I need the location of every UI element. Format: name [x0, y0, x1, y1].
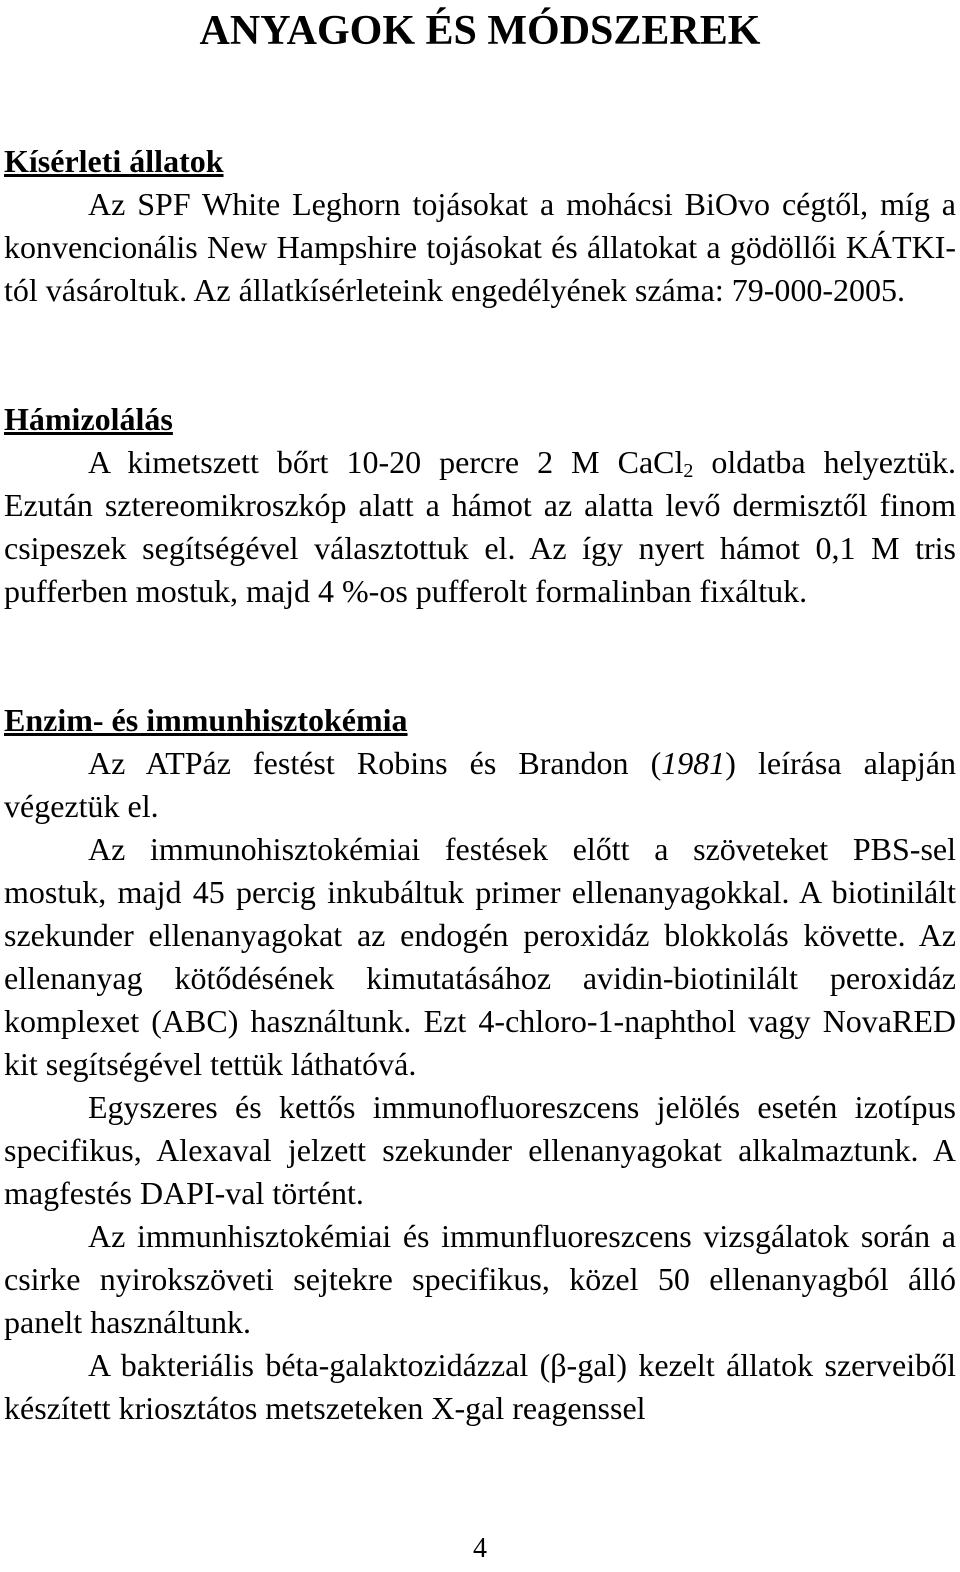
paragraph: Az immunhisztokémiai és immunfluoreszcens vizsgálatok során a csirke nyirokszöveti sejtekre specifikus, közel 50 ellenanyagból álló panelt használtunk.: [4, 1218, 956, 1340]
paragraph: Az immunohisztokémiai festések előtt a szöveteket PBS-sel mostuk, majd 45 percig inkubáltuk primer ellenanyagokkal. A biotinilált szekunder ellenanyagokat az endogén peroxidáz blokkolás követte. Az ellenanyag kötődésének kimutatásához avidin-biotinilált peroxidáz komplexet (ABC) használtunk. Ezt 4-chloro-1-naphthol vagy NovaRED kit segítségével tettük láthatóvá.: [4, 831, 956, 1082]
paragraph-text: Az ATPáz festést Robins és Brandon (: [88, 745, 662, 781]
paragraph: A bakteriális béta-galaktozidázzal (β-gal) kezelt állatok szerveiből készített kriosztátos metszeteken X-gal reagenssel: [4, 1347, 956, 1426]
section-heading-epidermis: Hámizolálás: [4, 401, 173, 437]
subscript: 2: [683, 460, 694, 482]
paragraph-text: ) leírása alapján végeztük el.: [4, 745, 957, 824]
citation-year: 1981: [661, 745, 726, 781]
section-histochem: [4, 699, 956, 1430]
paragraph: Az SPF White Leghorn tojásokat a mohácsi BiOvo cégtől, míg a konvencionális New Hampshire tojásokat és állatokat a gödöllői KÁTKI-tól vásároltuk. Az állatkísérleteink engedélyének száma: 79-000-2005.: [4, 186, 956, 308]
section-heading-histochem: Enzim- és immunhisztokémia: [4, 702, 408, 738]
section-animals: [4, 140, 956, 312]
paragraph: [4, 441, 956, 613]
paragraph-text: A kimetszett bőrt 10-20 percre 2 M CaCl: [88, 444, 684, 480]
section-epidermis: [4, 398, 956, 613]
paragraph-text: oldatba helyeztük. Ezután sztereomikroszkóp alatt a hámot az alatta levő dermisztől finom csipeszek segítségével választottuk el. Az így nyert hámot 0,1 M tris pufferben mostuk, majd 4 %-os pufferolt formalinban fixáltuk.: [4, 444, 957, 609]
paragraph: Egyszeres és kettős immunofluoreszcens jelölés esetén izotípus specifikus, Alexaval jelzett szekunder ellenanyagokat alkalmaztunk. A magfestés DAPI-val történt.: [4, 1089, 956, 1211]
paragraph: [4, 742, 956, 828]
page-number: 4: [473, 1533, 487, 1564]
section-heading-animals: Kísérleti állatok: [4, 143, 224, 179]
page-title: ANYAGOK ÉS MÓDSZEREK: [199, 8, 761, 54]
